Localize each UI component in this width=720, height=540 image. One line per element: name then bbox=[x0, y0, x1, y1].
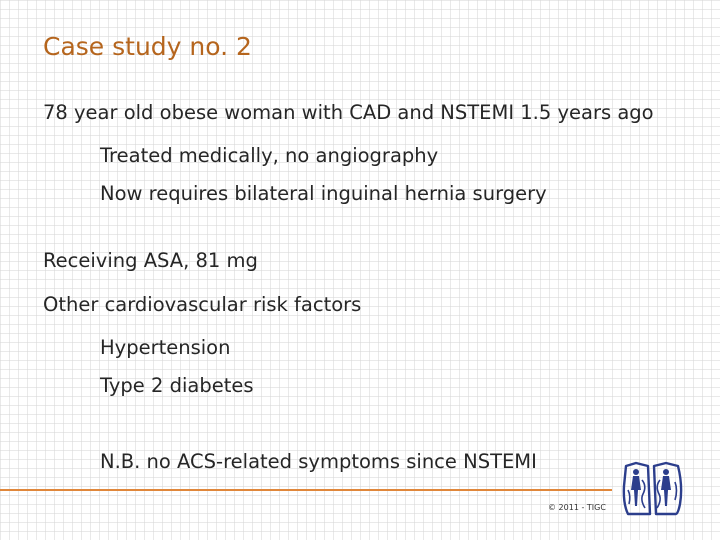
treatment-sub-bullet: Treated medically, no angiography bbox=[100, 144, 439, 167]
surgery-sub-bullet: Now requires bilateral inguinal hernia surgery bbox=[100, 182, 547, 205]
risk-factors-bullet: Other cardiovascular risk factors bbox=[43, 293, 362, 316]
tigc-logo-icon bbox=[620, 460, 686, 520]
hypertension-sub-bullet: Hypertension bbox=[100, 336, 231, 359]
footer-divider bbox=[0, 489, 612, 491]
medication-bullet: Receiving ASA, 81 mg bbox=[43, 249, 258, 272]
slide-title: Case study no. 2 bbox=[43, 32, 252, 61]
note-sub-bullet: N.B. no ACS-related symptoms since NSTEMI bbox=[100, 450, 537, 473]
diabetes-sub-bullet: Type 2 diabetes bbox=[100, 374, 254, 397]
case-summary-bullet: 78 year old obese woman with CAD and NSTEMI 1.5 years ago bbox=[43, 101, 654, 124]
copyright-text: © 2011 - TIGC bbox=[548, 503, 606, 512]
